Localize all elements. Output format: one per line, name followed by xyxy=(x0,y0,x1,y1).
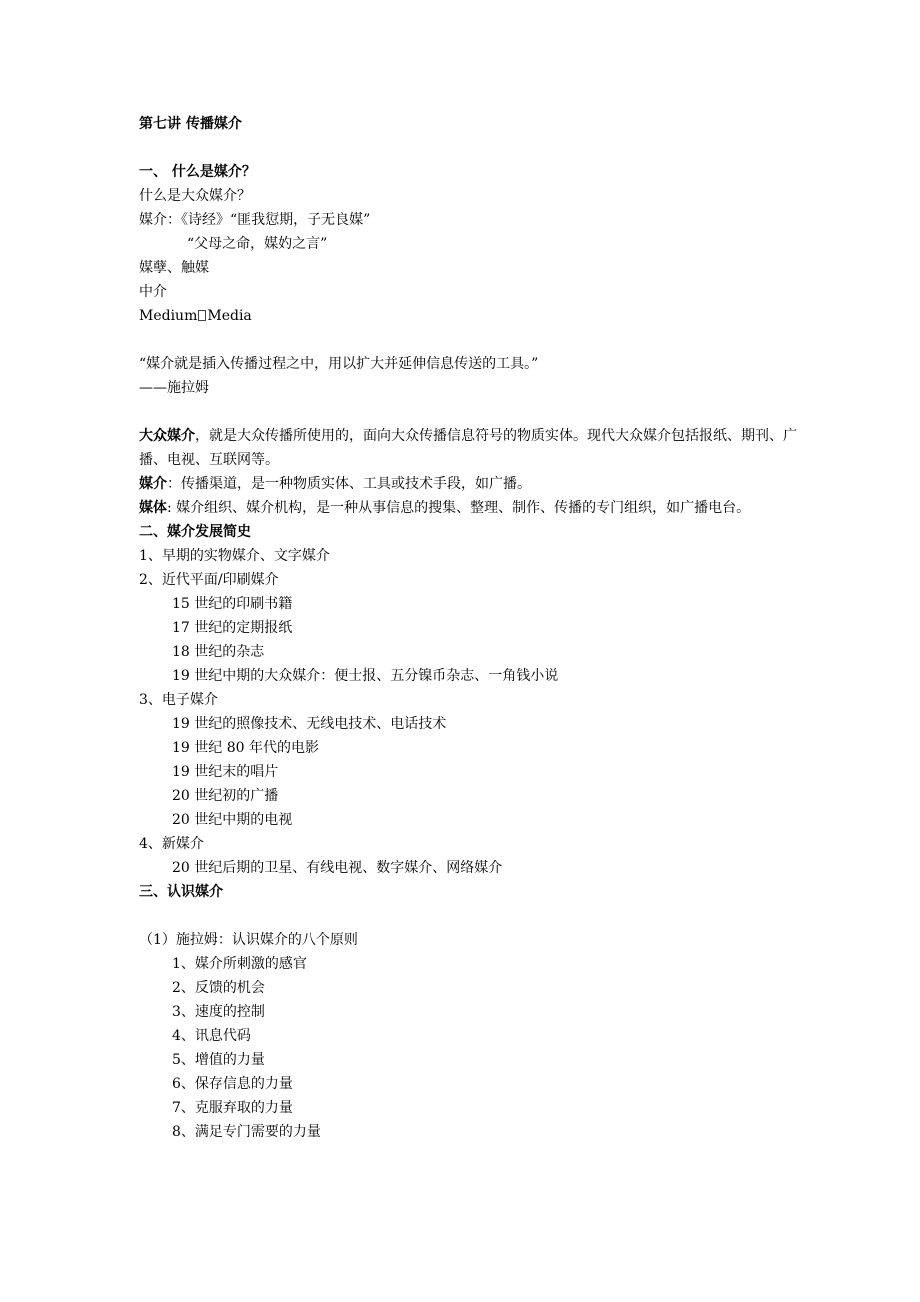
history-subitem: 19 世纪的照像技术、无线电技术、电话技术 xyxy=(172,716,447,732)
history-item: 1、早期的实物媒介、文字媒介 xyxy=(139,548,330,564)
history-item: 3、电子媒介 xyxy=(139,692,218,708)
media-word: Media xyxy=(207,308,252,324)
principle-item: 6、保存信息的力量 xyxy=(172,1076,293,1092)
history-subitem: 15 世纪的印刷书籍 xyxy=(172,596,293,612)
section-3-heading: 三、认识媒介 xyxy=(139,884,223,900)
principle-item: 4、讯息代码 xyxy=(172,1028,251,1044)
definition-text: : 媒介组织、媒介机构，是一种从事信息的搜集、整理、制作、传播的专门组织，如广播电台。 xyxy=(167,500,751,516)
definition-media-org xyxy=(139,496,799,520)
section-1-heading: 一、 什么是媒介？ xyxy=(139,164,256,180)
related-word-line: 媒孽、触媒 xyxy=(139,260,209,276)
history-list xyxy=(139,544,799,880)
definition-text: ：传播渠道，是一种物质实体、工具或技术手段，如广播。 xyxy=(167,476,531,492)
document-page xyxy=(139,112,799,1144)
etymology-line-1: 媒介：《诗经》“匪我愆期，子无良媒” xyxy=(139,212,371,228)
principle-item: 8、满足专门需要的力量 xyxy=(172,1124,321,1140)
schramm-quote: “媒介就是插入传播过程之中，用以扩大并延伸信息传送的工具。” xyxy=(139,356,539,372)
definition-text: ，就是大众传播所使用的，面向大众传播信息符号的物质实体。现代大众媒介包括报纸、期刊、广播、电视、互联网等。 xyxy=(139,428,797,468)
history-subitem: 19 世纪末的唱片 xyxy=(172,764,279,780)
principles-list xyxy=(139,952,799,1144)
history-subitem: 18 世纪的杂志 xyxy=(172,644,265,660)
quote-author: ——施拉姆 xyxy=(139,380,209,396)
history-subitem: 20 世纪中期的电视 xyxy=(172,812,293,828)
history-item: 4、新媒介 xyxy=(139,836,204,852)
history-subitem: 20 世纪初的广播 xyxy=(172,788,279,804)
principle-item: 3、速度的控制 xyxy=(172,1004,265,1020)
missing-glyph-box xyxy=(198,310,206,321)
medium-word: Medium xyxy=(139,308,198,324)
history-subitem: 19 世纪中期的大众媒介：便士报、五分镍币杂志、一角钱小说 xyxy=(172,668,559,684)
history-subitem: 20 世纪后期的卫星、有线电视、数字媒介、网络媒介 xyxy=(172,860,503,876)
question-mass-media: 什么是大众媒介？ xyxy=(139,188,251,204)
principle-item: 5、增值的力量 xyxy=(172,1052,265,1068)
definition-medium xyxy=(139,472,799,496)
history-subitem: 17 世纪的定期报纸 xyxy=(172,620,293,636)
definition-term: 媒介 xyxy=(139,476,167,492)
definition-mass-media xyxy=(139,424,799,472)
principles-heading: （1）施拉姆：认识媒介的八个原则 xyxy=(139,932,358,948)
section-2-heading: 二、媒介发展简史 xyxy=(139,524,251,540)
definition-term: 媒体 xyxy=(139,500,167,516)
definition-term: 大众媒介 xyxy=(139,428,195,444)
principle-item: 7、克服弃取的力量 xyxy=(172,1100,293,1116)
principle-item: 1、媒介所刺激的感官 xyxy=(172,956,307,972)
history-subitem: 19 世纪 80 年代的电影 xyxy=(172,740,319,756)
lecture-title: 第七讲 传播媒介 xyxy=(139,116,242,132)
medium-media-line xyxy=(139,304,799,328)
etymology-line-2: “父母之命，媒妁之言” xyxy=(187,236,328,252)
history-item: 2、近代平面/印刷媒介 xyxy=(139,572,279,588)
intermediary-line: 中介 xyxy=(139,284,167,300)
principle-item: 2、反馈的机会 xyxy=(172,980,265,996)
